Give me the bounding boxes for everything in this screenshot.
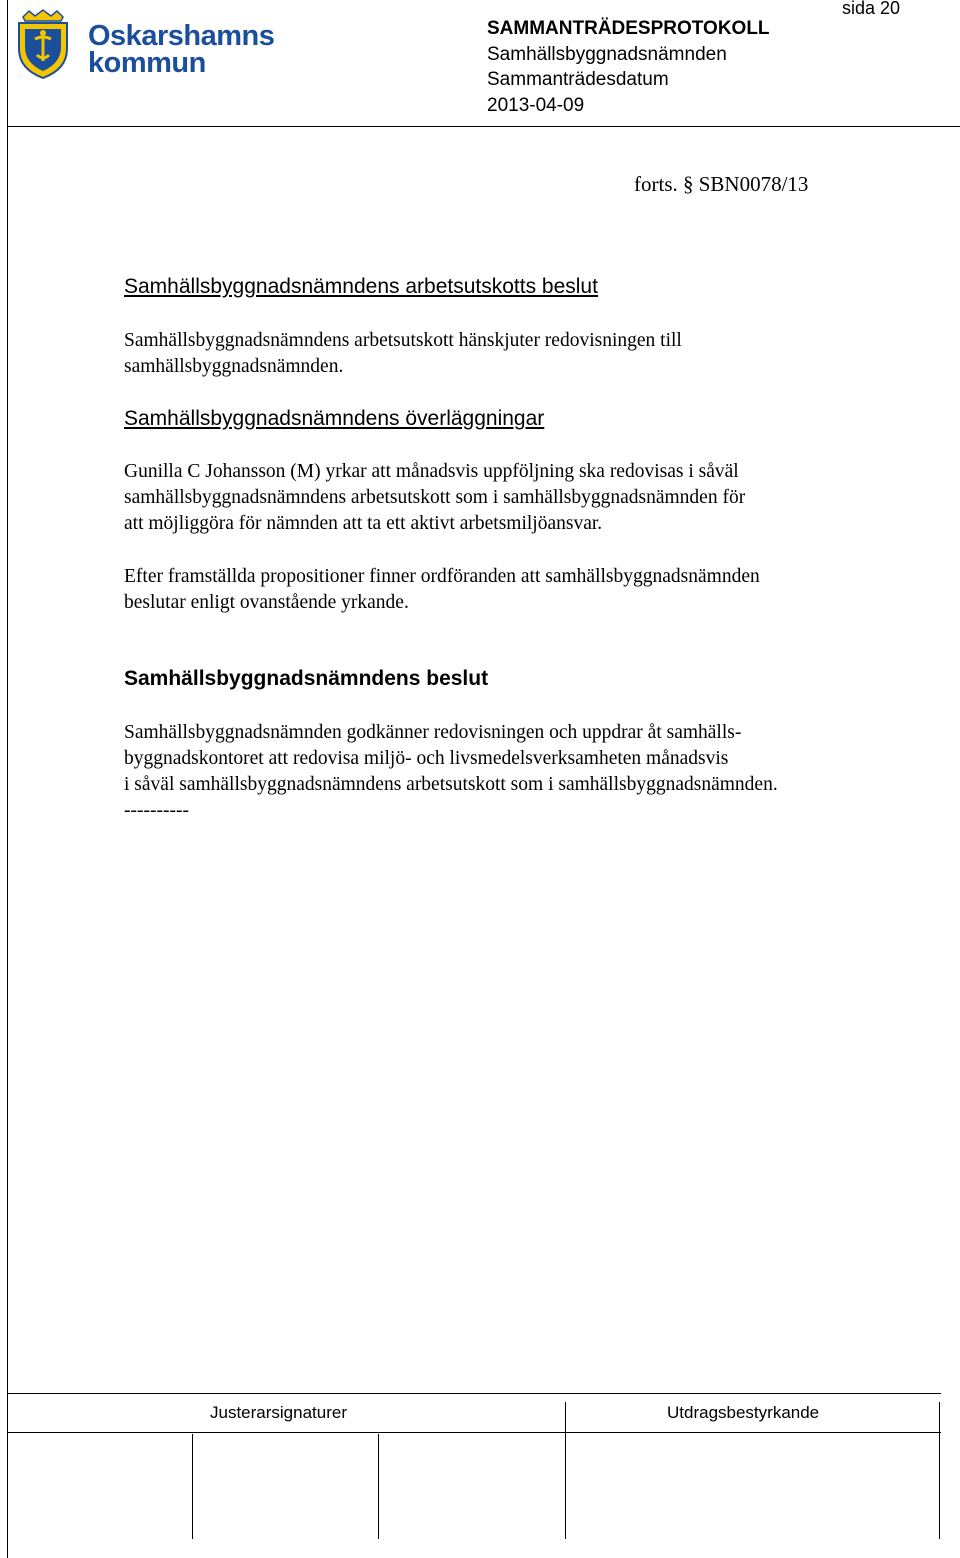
- meeting-date: 2013-04-09: [487, 94, 585, 116]
- municipality-logo: [15, 9, 275, 81]
- adjuster-signatures-label: Justerarsignaturer: [210, 1403, 348, 1422]
- header-rule: [7, 126, 960, 127]
- extract-certification-label: Utdragsbestyrkande: [667, 1403, 820, 1422]
- document-type: SAMMANTRÄDESPROTOKOLL: [487, 18, 770, 39]
- deliberation-text: Gunilla C Johansson (M) yrkar att månadsvis uppföljning ska redovisas i såväl samhällsbyggnadsnämndens arbetsutskott som i samhällsbyggnadsnämnden för att möjliggöra för nämnden att ta ett aktivt arbetsmiljöansvar.: [124, 461, 746, 534]
- coat-of-arms-icon: [15, 9, 71, 79]
- section-reference: forts. § SBN0078/13: [634, 172, 809, 196]
- end-marker: ----------: [124, 800, 189, 821]
- decision-text: Samhällsbyggnadsnämnden godkänner redovisningen och uppdrar åt samhälls- byggnadskontoret att redovisa miljö- och livsmedelsverksamheten månadsvis i såväl samhällsbyggnadsnämndens arbetsutskott som i samhällsbyggnadsnämnden.: [124, 722, 778, 795]
- meeting-date-label: Sammanträdesdatum: [487, 69, 669, 90]
- committee-name: Samhällsbyggnadsnämnden: [487, 43, 727, 65]
- protocol-header: [487, 16, 770, 118]
- chair-proposition-text: Efter framställda propositioner finner ordföranden att samhällsbyggnadsnämnden beslutar enligt ovanstående yrkande.: [124, 566, 760, 613]
- deliberation-heading: Samhällsbyggnadsnämndens överläggningar: [124, 407, 545, 430]
- au-decision-text: Samhällsbyggnadsnämndens arbetsutskott hänskjuter redovisningen till samhällsbyggnadsnämnden.: [124, 330, 682, 377]
- logo-wordmark: Oskarshamns kommun: [88, 20, 275, 79]
- page-number: sida 20: [842, 0, 901, 18]
- decision-heading: Samhällsbyggnadsnämndens beslut: [124, 667, 489, 690]
- au-decision-heading: Samhällsbyggnadsnämndens arbetsutskotts beslut: [124, 275, 598, 298]
- left-margin-line: [7, 0, 8, 1558]
